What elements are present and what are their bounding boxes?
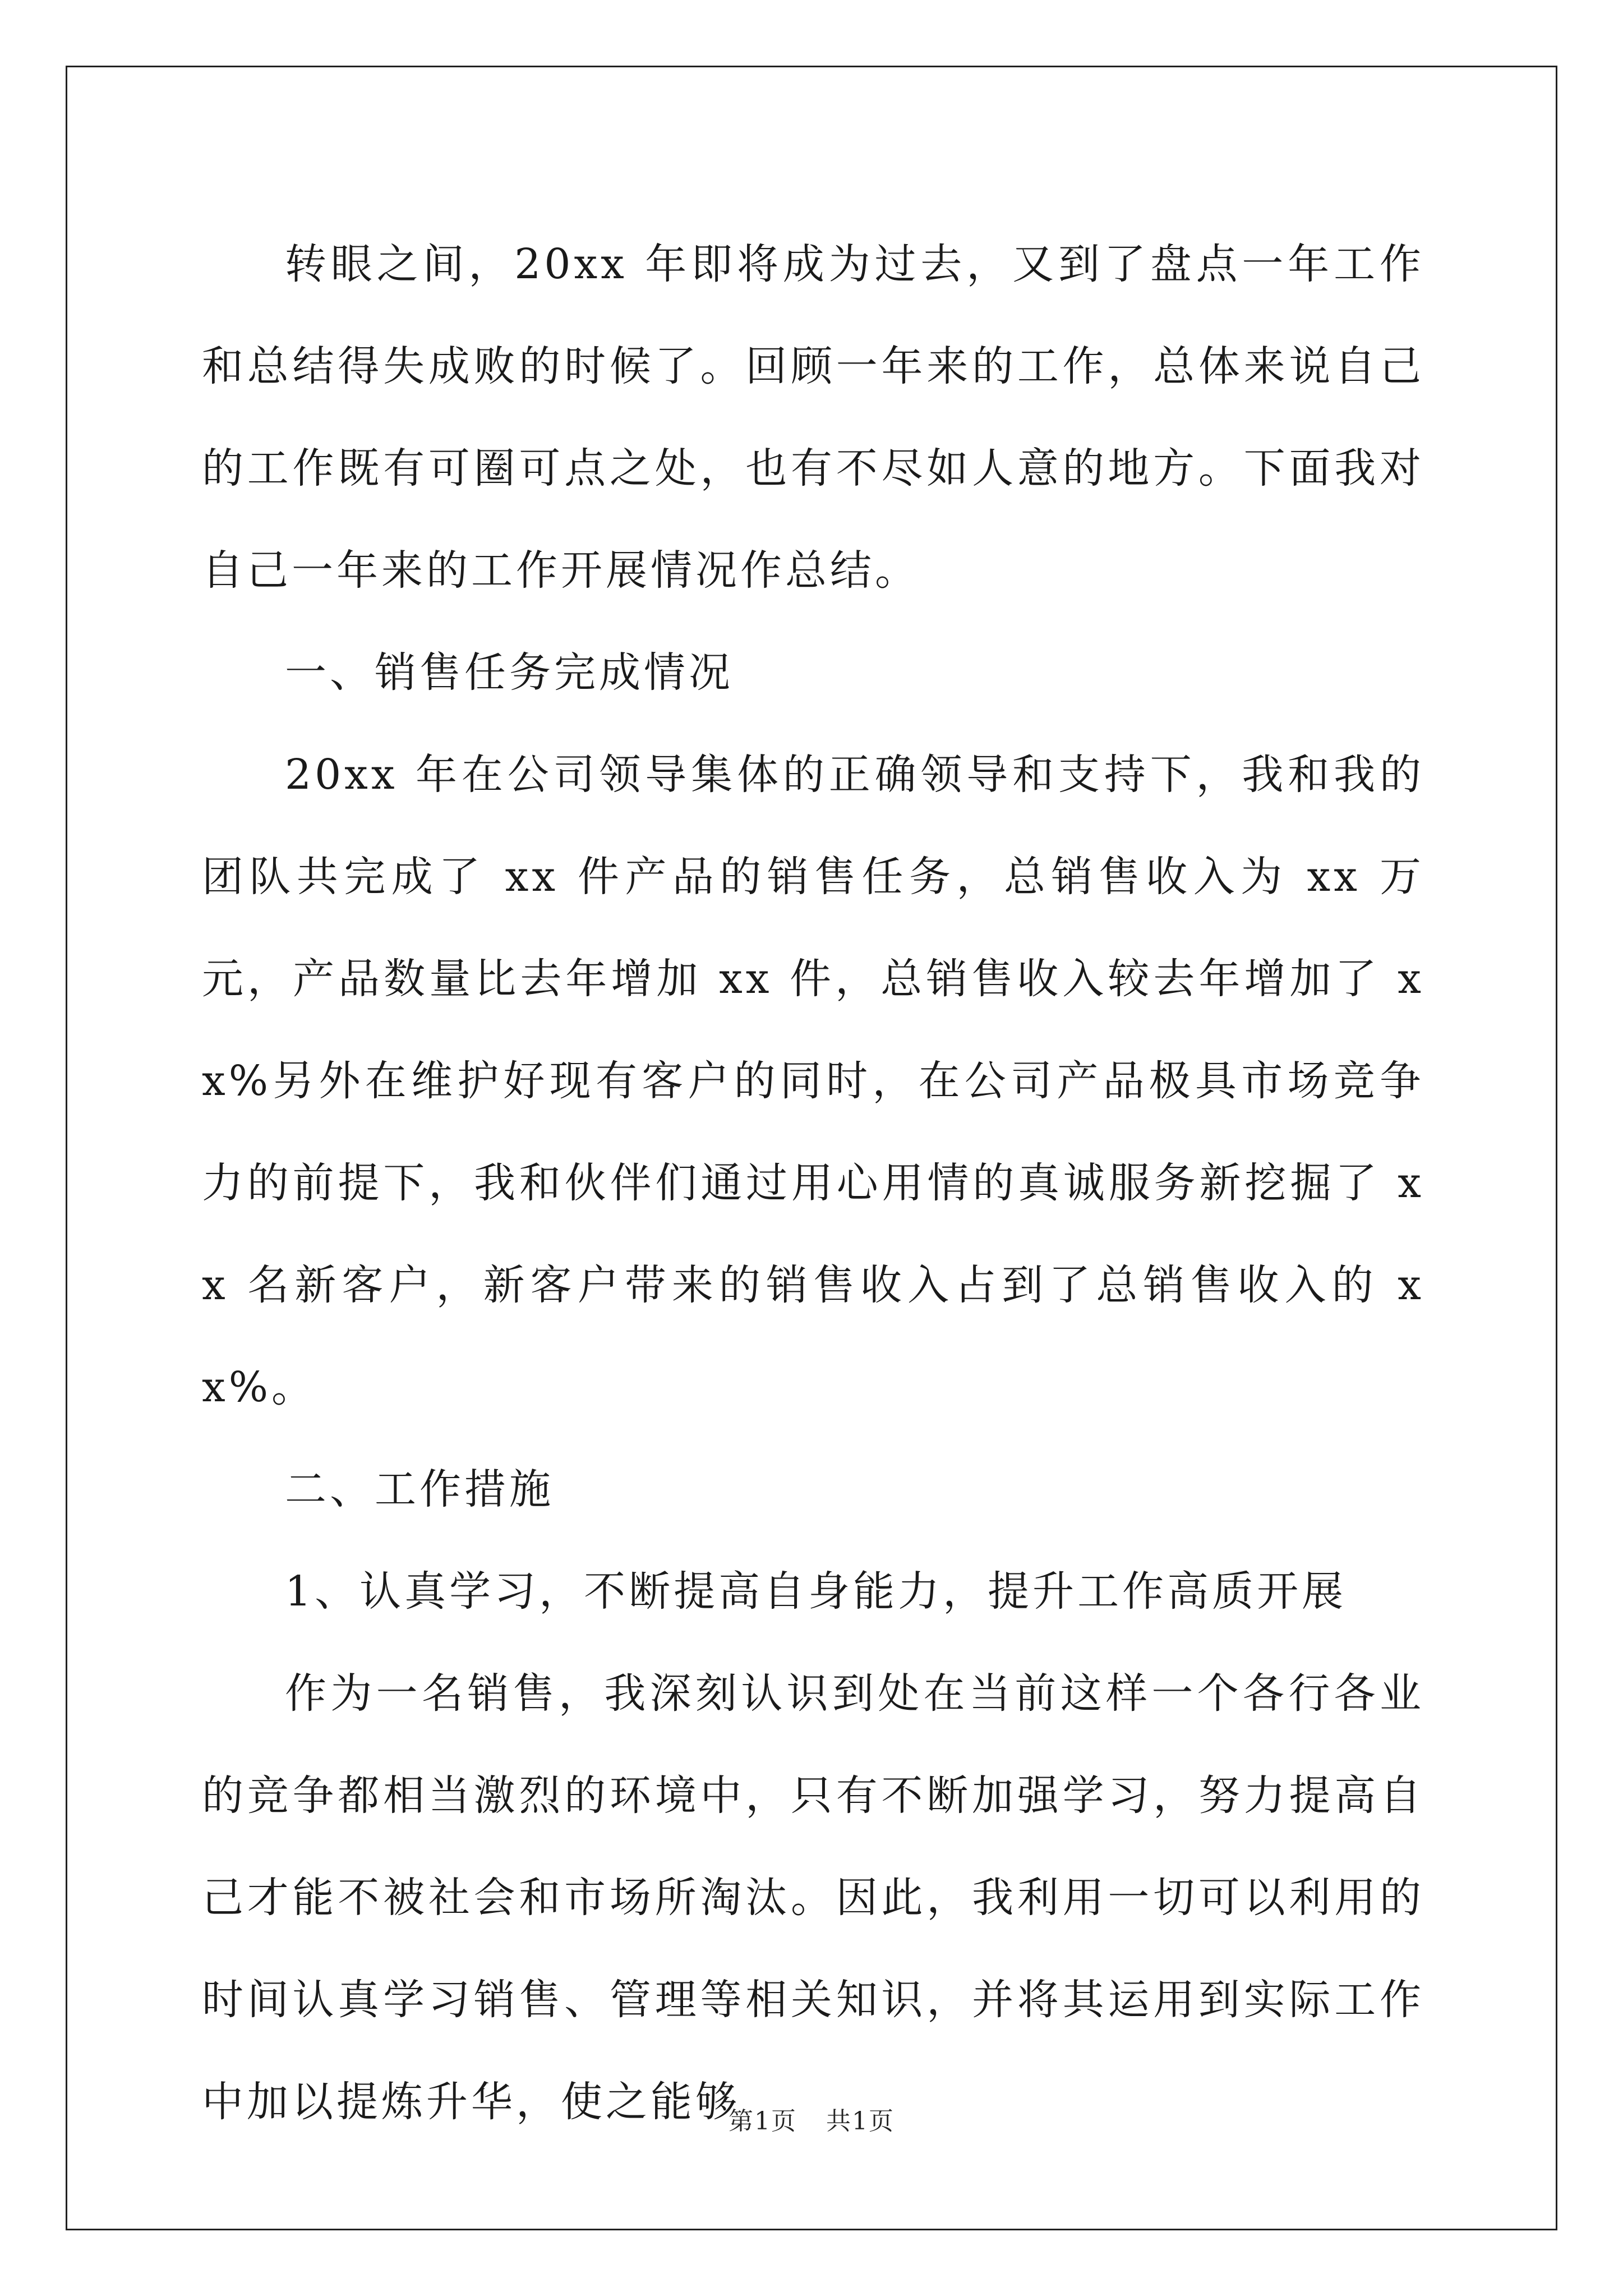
paragraph-intro: 转眼之间，20xx 年即将成为过去，又到了盘点一年工作和总结得失成败的时候了。回顾一年来的工作，总体来说自己的工作既有可圈可点之处，也有不尽如人意的地方。下面我对自己一年来的工作开展情况作总结。 xyxy=(202,240,1424,595)
document-body xyxy=(202,213,1424,2153)
heading-sales-task: 一、销售任务完成情况 xyxy=(285,648,734,697)
subheading-study: 1、认真学习，不断提高自身能力，提升工作高质开展 xyxy=(285,1567,1347,1616)
page-total: 共1页 xyxy=(826,2107,895,2136)
page-footer xyxy=(0,2101,1623,2137)
page-number: 第1页 xyxy=(728,2107,797,2136)
heading-work-measures: 二、工作措施 xyxy=(285,1465,554,1513)
paragraph-study: 作为一名销售，我深刻认识到处在当前这样一个各行各业的竞争都相当激烈的环境中，只有不断加强学习，努力提高自己才能不被社会和市场所淘汰。因此，我利用一切可以利用的时间认真学习销售、管理等相关知识，并将其运用到实际工作中加以提炼升华，使之能够 xyxy=(202,1669,1424,2126)
paragraph-sales-results: 20xx 年在公司领导集体的正确领导和支持下，我和我的团队共完成了 xx 件产品的销售任务，总销售收入为 xx 万元，产品数量比去年增加 xx 件，总销售收入较去年增加了 xx%另外在维护好现有客户的同时，在公司产品极具市场竞争力的前提下，我和伙伴们通过用心用情的真诚服务新挖掘了 xx 名新客户，新客户带来的销售收入占到了总销售收入的 xx%。 xyxy=(202,751,1424,1411)
